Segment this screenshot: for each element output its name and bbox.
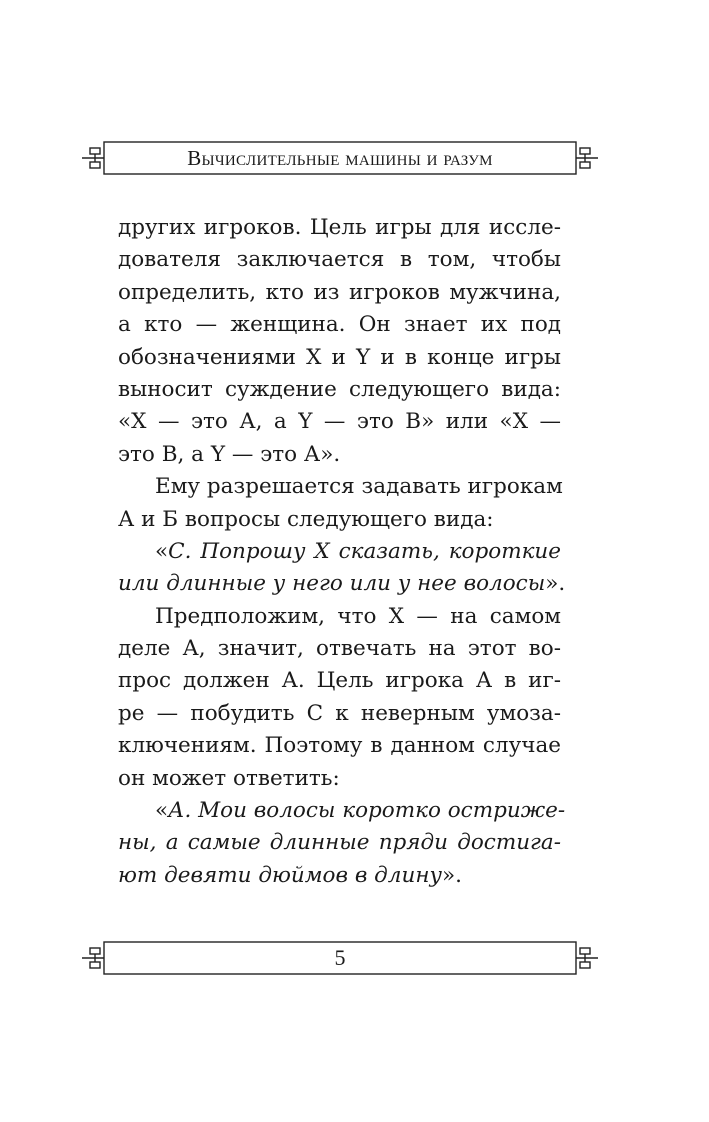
page-number: 5 bbox=[334, 945, 346, 970]
quote-line: ны, а самые длинные пряди достига- bbox=[118, 830, 561, 856]
text-line: «X — это А, а Y — это В» или «X — bbox=[118, 409, 561, 435]
page-footer bbox=[80, 940, 600, 976]
text-line: ре — побудить С к неверным умоза- bbox=[118, 700, 561, 726]
text-line: Ему разрешается задавать игрокам bbox=[155, 474, 563, 500]
text-line: это В, а Y — это А». bbox=[118, 441, 341, 467]
running-header bbox=[80, 140, 600, 176]
text-line: прос должен А. Цель игрока А в иг- bbox=[118, 668, 561, 694]
quote-line: «С. Попрошу X сказать, короткие bbox=[155, 538, 561, 564]
quote-line: ют девяти дюймов в длину». bbox=[118, 862, 462, 888]
text-line: обозначениями X и Y и в конце игры bbox=[118, 344, 561, 370]
page-body bbox=[118, 212, 566, 892]
running-header-title: Вычислительные машины и разум bbox=[187, 146, 493, 170]
text-line: Предположим, что X — на самом bbox=[155, 603, 561, 629]
text-line: определить, кто из игроков мужчина, bbox=[118, 279, 561, 305]
text-line: А и Б вопросы следующего вида: bbox=[118, 506, 494, 532]
text-line: деле А, значит, отвечать на этот во- bbox=[118, 636, 561, 662]
text-line: он может ответить: bbox=[118, 765, 340, 791]
quote-line: или длинные у него или у нее волосы». bbox=[118, 571, 566, 597]
text-line: а кто — женщина. Он знает их под bbox=[118, 312, 561, 338]
text-line: дователя заключается в том, чтобы bbox=[118, 247, 561, 273]
quote-line: «А. Мои волосы коротко остриже- bbox=[155, 798, 566, 824]
text-line: выносит суждение следующего вида: bbox=[118, 376, 561, 402]
text-line: других игроков. Цель игры для иссле- bbox=[118, 215, 561, 240]
text-line: ключениям. Поэтому в данном случае bbox=[118, 733, 561, 759]
